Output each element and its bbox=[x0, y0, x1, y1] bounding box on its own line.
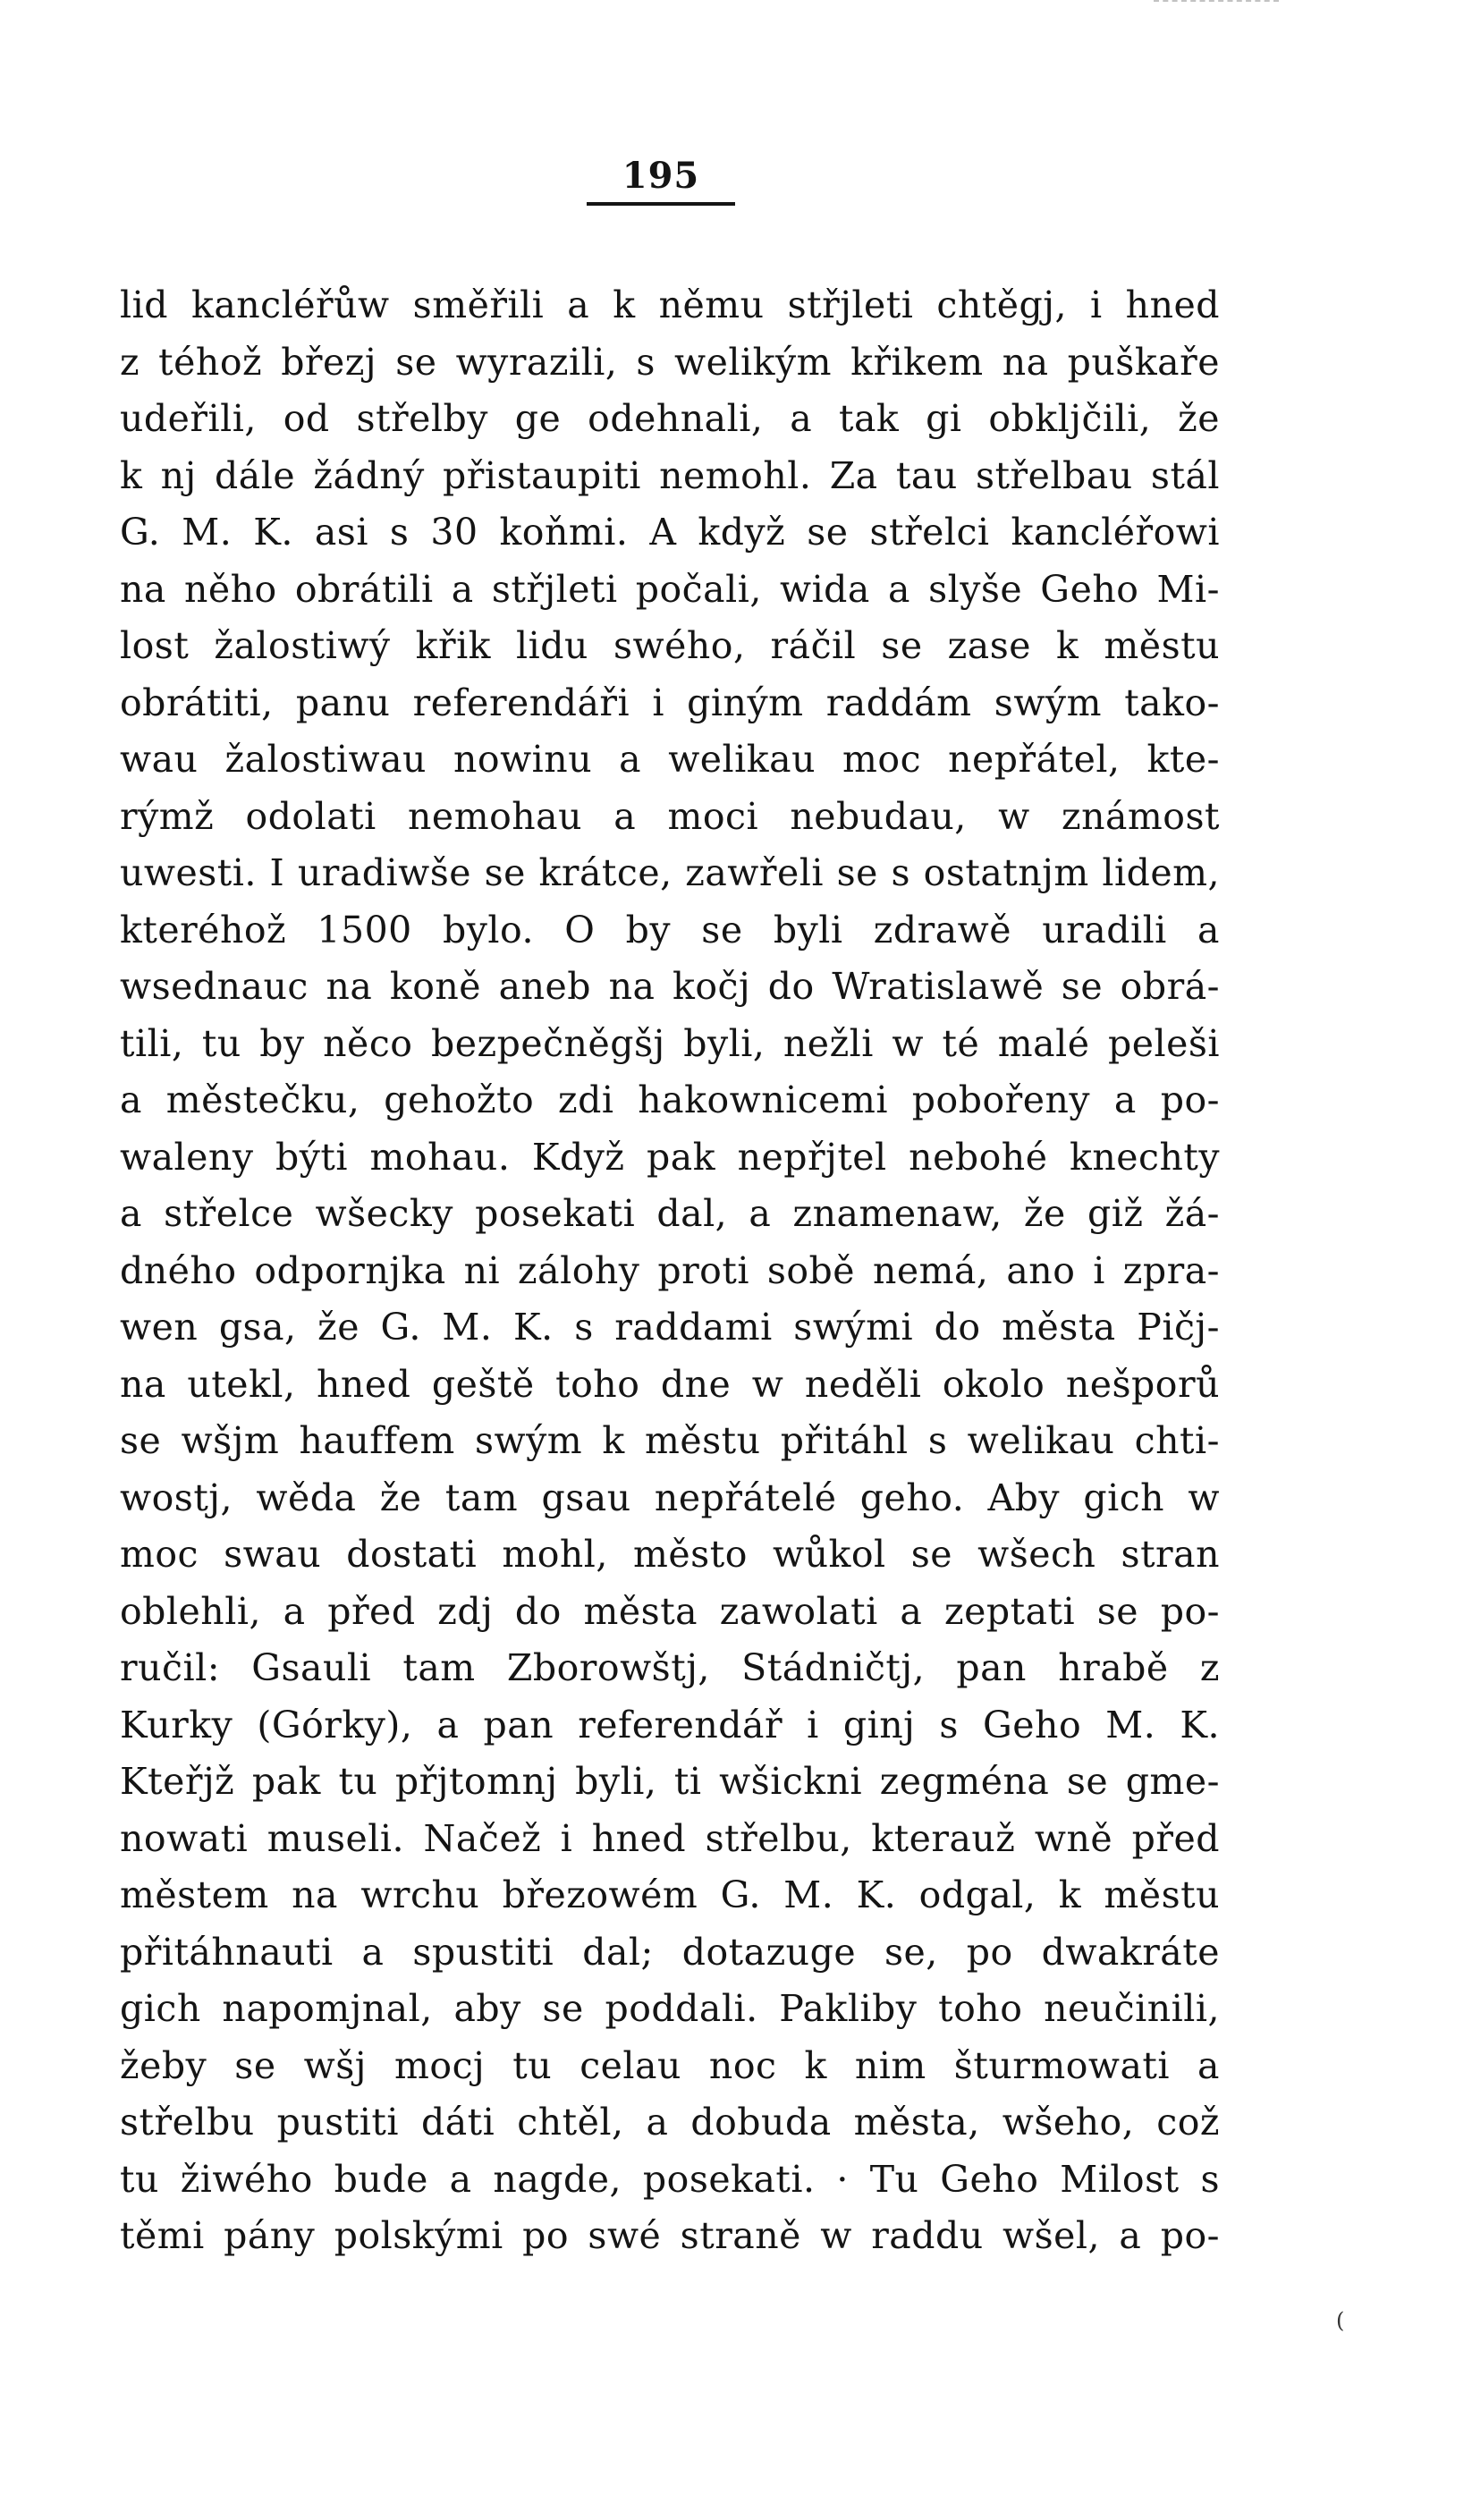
text-line: wostj, wěda že tam gsau nepřátelé geho. Aby gich w bbox=[120, 1476, 1220, 1519]
text-line: lid kancléřůw směřili a k němu střjleti chtěgj, i hned bbox=[120, 283, 1220, 326]
text-line: G. M. K. asi s 30 koňmi. A když se střelci kancléřowi bbox=[120, 511, 1220, 554]
text-line: rýmž odolati nemohau a moci nebudau, w známost bbox=[120, 794, 1220, 838]
text-line: lost žalostiwý křik lidu swého, ráčil se zase k městu bbox=[120, 624, 1220, 667]
text-line: žeby se wšj mocj tu celau noc k nim šturmowati a bbox=[120, 2043, 1220, 2087]
text-line: nowati museli. Načež i hned střelbu, kterauž wně před bbox=[120, 1816, 1220, 1860]
text-line: wsednauc na koně aneb na kočj do Wratislawě se obrá- bbox=[120, 965, 1220, 1008]
text-line: dného odpornjka ni zálohy proti sobě nemá, ano i zpra- bbox=[120, 1248, 1220, 1292]
text-line: a střelce wšecky posekati dal, a znamenaw, že giž žá- bbox=[120, 1192, 1220, 1235]
page-number-underline bbox=[587, 202, 735, 206]
page-number: 195 bbox=[622, 155, 700, 197]
margin-mark: ( bbox=[1336, 2308, 1345, 2333]
text-line: obrátiti, panu referendáři i giným raddám swým tako- bbox=[120, 681, 1220, 724]
text-line: ručil: Gsauli tam Zborowštj, Stádničtj, pan hrabě z bbox=[120, 1646, 1220, 1689]
text-line: přitáhnauti a spustiti dal; dotazuge se, po dwakráte bbox=[120, 1930, 1220, 1974]
scan-edge-mark bbox=[1154, 0, 1279, 18]
text-line: wen gsa, že G. M. K. s raddami swými do města Pičj- bbox=[120, 1306, 1220, 1349]
text-line: waleny býti mohau. Když pak nepřjtel nebohé knechty bbox=[120, 1135, 1220, 1179]
text-line: Kteřjž pak tu přjtomnj byli, ti wšickni zegména se gme- bbox=[120, 1760, 1220, 1803]
text-line: oblehli, a před zdj do města zawolati a zeptati se po- bbox=[120, 1589, 1220, 1633]
body-text bbox=[120, 277, 1220, 2265]
text-line: tili, tu by něco bezpečněgšj byli, nežli w té malé peleši bbox=[120, 1021, 1220, 1065]
page-number-container bbox=[587, 154, 735, 199]
text-line: se wšjm hauffem swým k městu přitáhl s welikau chti- bbox=[120, 1419, 1220, 1462]
text-line: moc swau dostati mohl, město wůkol se wšech stran bbox=[120, 1533, 1220, 1576]
text-line: městem na wrchu březowém G. M. K. odgal, k městu bbox=[120, 1873, 1220, 1916]
text-line: z téhož březj se wyrazili, s welikým křikem na puškaře bbox=[120, 340, 1220, 384]
text-line: wau žalostiwau nowinu a welikau moc nepřátel, kte- bbox=[120, 738, 1220, 781]
text-line: udeřili, od střelby ge odehnali, a tak gi obkljčili, že bbox=[120, 397, 1220, 440]
text-line: na něho obrátili a střjleti počali, wida a slyše Geho Mi- bbox=[120, 567, 1220, 611]
text-line: a městečku, gehožto zdi hakownicemi pobořeny a po- bbox=[120, 1078, 1220, 1121]
text-line: uwesti. I uradiwše se krátce, zawřeli se s ostatnjm lidem, bbox=[120, 851, 1220, 894]
text-line: k nj dále žádný přistaupiti nemohl. Za tau střelbau stál bbox=[120, 453, 1220, 497]
text-line: na utekl, hned geště toho dne w neděli okolo nešporů bbox=[120, 1362, 1220, 1406]
text-line: těmi pány polskými po swé straně w raddu wšel, a po- bbox=[120, 2214, 1220, 2257]
text-line: tu žiwého bude a nagde, posekati. · Tu Geho Milost s bbox=[120, 2157, 1220, 2201]
text-line: střelbu pustiti dáti chtěl, a dobuda města, wšeho, což bbox=[120, 2101, 1220, 2144]
text-line: Kurky (Górky), a pan referendář i ginj s Geho M. K. bbox=[120, 1703, 1220, 1746]
text-line: kteréhož 1500 bylo. O by se byli zdrawě uradili a bbox=[120, 908, 1220, 951]
text-line: gich napomjnal, aby se poddali. Pakliby toho neučinili, bbox=[120, 1987, 1220, 2030]
